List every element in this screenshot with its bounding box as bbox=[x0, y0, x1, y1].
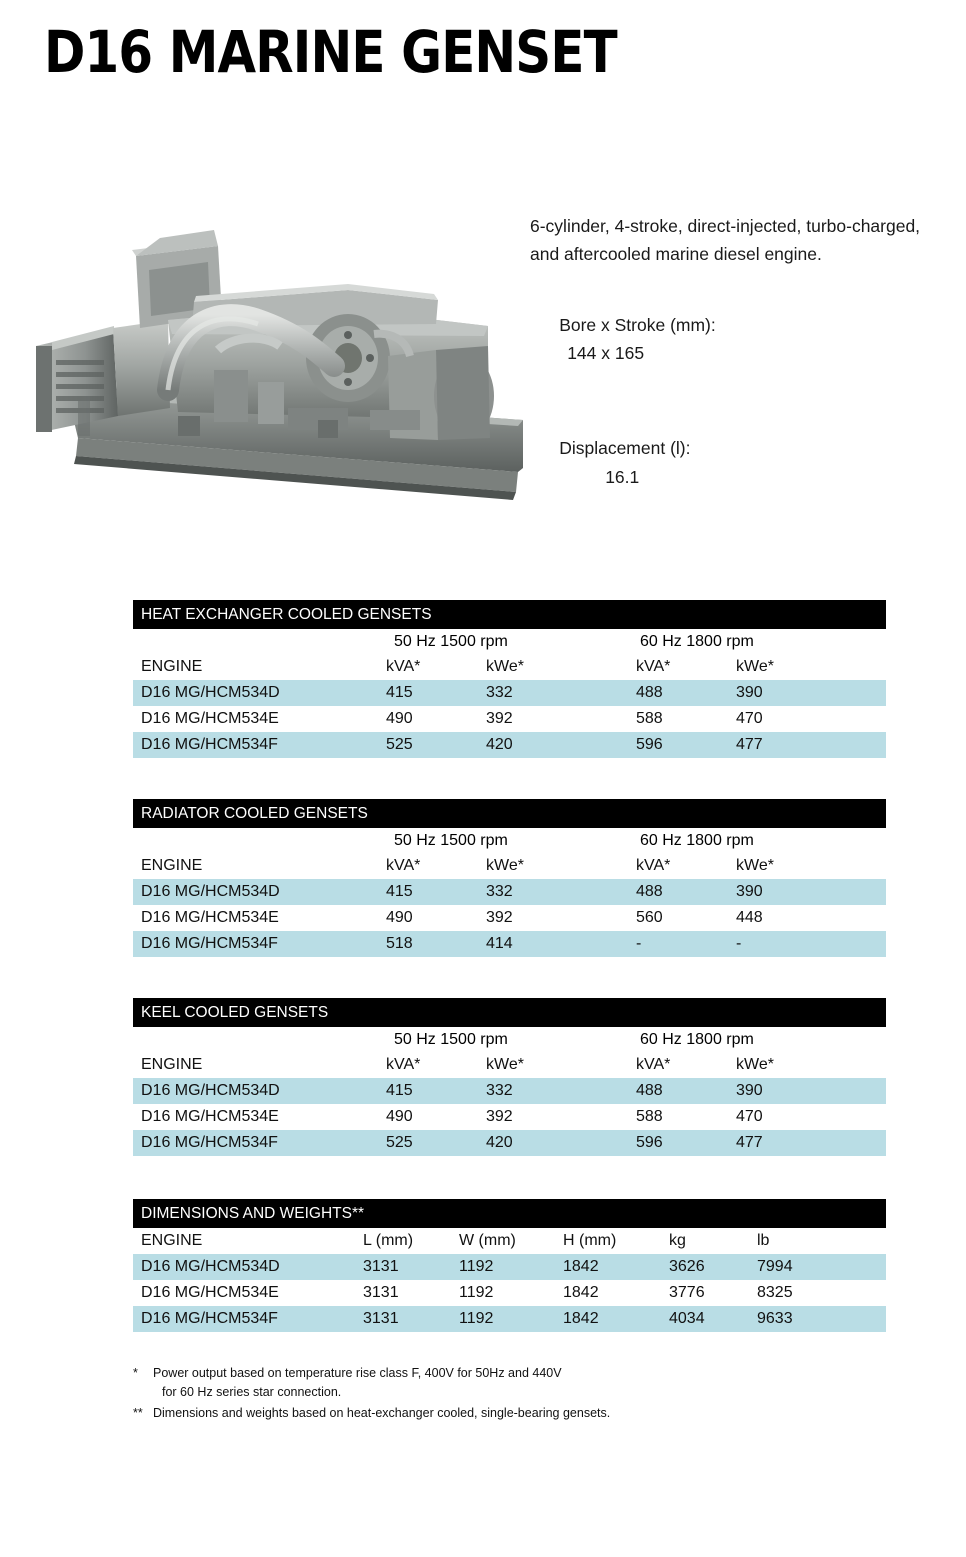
col-header-kva-50: kVA* bbox=[386, 658, 421, 675]
cell-width: 1192 bbox=[459, 1284, 494, 1301]
cell-kwe-60: 390 bbox=[736, 1082, 763, 1099]
footnote-mark: ** bbox=[133, 1405, 143, 1420]
col-header-kva-50: kVA* bbox=[386, 857, 421, 874]
col-header-length: L (mm) bbox=[363, 1232, 414, 1249]
cell-kwe-50: 414 bbox=[486, 935, 513, 952]
table-title: RADIATOR COOLED GENSETS bbox=[133, 799, 886, 828]
cell-kva-50: 415 bbox=[386, 1082, 413, 1099]
footnote-text-wrap bbox=[153, 1364, 893, 1403]
col-header-kwe-50: kWe* bbox=[486, 857, 524, 874]
footnote-item bbox=[133, 1364, 893, 1403]
table-header-row bbox=[133, 1052, 886, 1078]
bore-stroke-label: Bore x Stroke (mm): bbox=[559, 315, 716, 336]
group-60hz: 60 Hz 1800 rpm bbox=[640, 831, 754, 849]
col-header-kwe-50: kWe* bbox=[486, 1056, 524, 1073]
col-header-kwe-60: kWe* bbox=[736, 857, 774, 874]
cell-kva-60: 560 bbox=[636, 909, 663, 926]
cell-kva-50: 525 bbox=[386, 1134, 413, 1151]
cell-kwe-60: - bbox=[736, 935, 742, 952]
cell-kva-50: 490 bbox=[386, 710, 413, 727]
displacement-value: 16.1 bbox=[605, 466, 640, 487]
cell-kva-60: 588 bbox=[636, 710, 663, 727]
cell-kg: 4034 bbox=[669, 1310, 705, 1327]
bore-stroke-value: 144 x 165 bbox=[567, 343, 645, 364]
table-row bbox=[133, 1306, 886, 1332]
table-row bbox=[133, 1104, 886, 1130]
cell-kva-50: 490 bbox=[386, 1108, 413, 1125]
cell-engine: D16 MG/HCM534D bbox=[141, 883, 280, 900]
cell-engine: D16 MG/HCM534E bbox=[141, 1108, 279, 1125]
group-50hz: 50 Hz 1500 rpm bbox=[394, 831, 508, 849]
col-header-engine: ENGINE bbox=[141, 1232, 203, 1249]
cell-kwe-60: 390 bbox=[736, 684, 763, 701]
col-header-kva-50: kVA* bbox=[386, 1056, 421, 1073]
cell-engine: D16 MG/HCM534F bbox=[141, 935, 278, 952]
cell-kva-50: 518 bbox=[386, 935, 413, 952]
table-row bbox=[133, 680, 886, 706]
cell-kwe-50: 392 bbox=[486, 1108, 513, 1125]
col-header-engine: ENGINE bbox=[141, 857, 203, 874]
cell-engine: D16 MG/HCM534F bbox=[141, 736, 278, 753]
cell-kva-60: 488 bbox=[636, 883, 663, 900]
table-header-row bbox=[133, 654, 886, 680]
col-header-width: W (mm) bbox=[459, 1232, 516, 1249]
cell-length: 3131 bbox=[363, 1258, 399, 1275]
displacement-row bbox=[530, 406, 930, 519]
table-title: DIMENSIONS AND WEIGHTS** bbox=[133, 1199, 886, 1228]
table-title: HEAT EXCHANGER COOLED GENSETS bbox=[133, 600, 886, 629]
table-heat-exchanger bbox=[133, 600, 886, 758]
genset-photo bbox=[18, 120, 538, 520]
table-header-row bbox=[133, 853, 886, 879]
cell-kg: 3626 bbox=[669, 1258, 705, 1275]
cell-kva-60: - bbox=[636, 935, 642, 952]
engine-description: 6-cylinder, 4-stroke, direct-injected, turbo-charged, and aftercooled marine diesel engine. bbox=[530, 216, 921, 265]
cell-kg: 3776 bbox=[669, 1284, 705, 1301]
table-row bbox=[133, 1280, 886, 1306]
cell-kva-60: 488 bbox=[636, 684, 663, 701]
cell-kwe-50: 392 bbox=[486, 909, 513, 926]
footnote-item bbox=[133, 1404, 893, 1423]
col-header-kva-60: kVA* bbox=[636, 658, 671, 675]
table-header-row bbox=[133, 1228, 886, 1254]
col-header-engine: ENGINE bbox=[141, 1056, 203, 1073]
table-row bbox=[133, 905, 886, 931]
cell-engine: D16 MG/HCM534F bbox=[141, 1134, 278, 1151]
cell-engine: D16 MG/HCM534D bbox=[141, 1258, 280, 1275]
cell-engine: D16 MG/HCM534E bbox=[141, 710, 279, 727]
footnote-text-continued: for 60 Hz series star connection. bbox=[162, 1385, 342, 1400]
col-header-kg: kg bbox=[669, 1232, 686, 1249]
cell-length: 3131 bbox=[363, 1310, 399, 1327]
table-keel-cooled bbox=[133, 998, 886, 1156]
cell-height: 1842 bbox=[563, 1310, 599, 1327]
cell-lb: 8325 bbox=[757, 1284, 793, 1301]
cell-kwe-50: 332 bbox=[486, 684, 513, 701]
cell-engine: D16 MG/HCM534F bbox=[141, 1310, 278, 1327]
cell-kwe-60: 470 bbox=[736, 710, 763, 727]
table-radiator-cooled bbox=[133, 799, 886, 957]
cell-engine: D16 MG/HCM534E bbox=[141, 909, 279, 926]
cell-kwe-50: 420 bbox=[486, 1134, 513, 1151]
group-50hz: 50 Hz 1500 rpm bbox=[394, 1030, 508, 1048]
table-row bbox=[133, 706, 886, 732]
cell-kwe-60: 470 bbox=[736, 1108, 763, 1125]
table-row bbox=[133, 931, 886, 957]
table-title: KEEL COOLED GENSETS bbox=[133, 998, 886, 1027]
col-header-lb: lb bbox=[757, 1232, 770, 1249]
cell-kva-60: 596 bbox=[636, 1134, 663, 1151]
cell-engine: D16 MG/HCM534E bbox=[141, 1284, 279, 1301]
cell-kwe-60: 448 bbox=[736, 909, 763, 926]
footnote-text: Power output based on temperature rise class F, 400V for 50Hz and 440V bbox=[153, 1366, 562, 1380]
frequency-group-row bbox=[133, 828, 886, 853]
cell-kwe-50: 332 bbox=[486, 1082, 513, 1099]
col-header-kwe-60: kWe* bbox=[736, 1056, 774, 1073]
frequency-group-row bbox=[133, 1027, 886, 1052]
cell-kwe-60: 390 bbox=[736, 883, 763, 900]
cell-width: 1192 bbox=[459, 1310, 494, 1327]
table-row bbox=[133, 732, 886, 758]
cell-length: 3131 bbox=[363, 1284, 399, 1301]
table-row bbox=[133, 879, 886, 905]
cell-kva-50: 415 bbox=[386, 684, 413, 701]
frequency-group-row bbox=[133, 629, 886, 654]
col-header-kva-60: kVA* bbox=[636, 857, 671, 874]
footnote-text: Dimensions and weights based on heat-exchanger cooled, single-bearing gensets. bbox=[153, 1405, 611, 1420]
cell-kva-50: 415 bbox=[386, 883, 413, 900]
table-row bbox=[133, 1078, 886, 1104]
cell-engine: D16 MG/HCM534D bbox=[141, 684, 280, 701]
col-header-kwe-50: kWe* bbox=[486, 658, 524, 675]
table-dimensions-weights bbox=[133, 1199, 886, 1332]
table-row bbox=[133, 1254, 886, 1280]
cell-width: 1192 bbox=[459, 1258, 494, 1275]
cell-kwe-60: 477 bbox=[736, 1134, 763, 1151]
cell-kva-50: 525 bbox=[386, 736, 413, 753]
col-header-kwe-60: kWe* bbox=[736, 658, 774, 675]
cell-height: 1842 bbox=[563, 1284, 599, 1301]
displacement-label: Displacement (l): bbox=[559, 438, 691, 459]
cell-kwe-50: 392 bbox=[486, 710, 513, 727]
footnote-mark: * bbox=[133, 1366, 138, 1380]
bore-stroke-row bbox=[530, 283, 930, 396]
footnotes bbox=[133, 1364, 893, 1424]
cell-kwe-50: 420 bbox=[486, 736, 513, 753]
col-header-kva-60: kVA* bbox=[636, 1056, 671, 1073]
cell-kva-50: 490 bbox=[386, 909, 413, 926]
col-header-height: H (mm) bbox=[563, 1232, 617, 1249]
cell-lb: 7994 bbox=[757, 1258, 793, 1275]
cell-kwe-60: 477 bbox=[736, 736, 763, 753]
group-60hz: 60 Hz 1800 rpm bbox=[640, 1030, 754, 1048]
col-header-engine: ENGINE bbox=[141, 658, 203, 675]
cell-kva-60: 596 bbox=[636, 736, 663, 753]
group-60hz: 60 Hz 1800 rpm bbox=[640, 632, 754, 650]
cell-kva-60: 488 bbox=[636, 1082, 663, 1099]
spec-text-block bbox=[530, 212, 930, 529]
cell-kwe-50: 332 bbox=[486, 883, 513, 900]
group-50hz: 50 Hz 1500 rpm bbox=[394, 632, 508, 650]
cell-lb: 9633 bbox=[757, 1310, 793, 1327]
cell-kva-60: 588 bbox=[636, 1108, 663, 1125]
cell-height: 1842 bbox=[563, 1258, 599, 1275]
cell-engine: D16 MG/HCM534D bbox=[141, 1082, 280, 1099]
page-title: D16 MARINE GENSET bbox=[44, 18, 617, 86]
table-row bbox=[133, 1130, 886, 1156]
